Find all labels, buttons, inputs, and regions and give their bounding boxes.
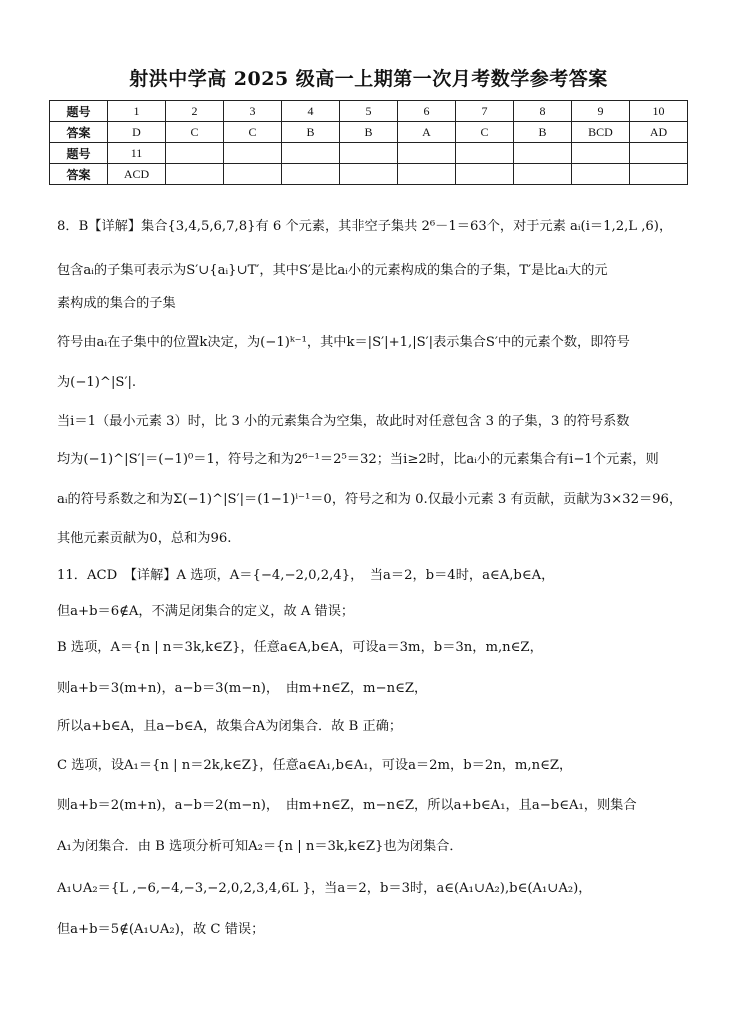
solution-line: 11．ACD 【详解】A 选项，A＝{−4,−2,0,2,4}， 当a＝2，b＝4时，a∈A,b∈A， (57, 568, 555, 583)
table-cell: 8 (514, 101, 572, 122)
table-cell: 7 (456, 101, 514, 122)
solution-line: 所以a+b∈A，且a−b∈A，故集合A为闭集合．故 B 正确； (57, 719, 403, 734)
table-cell (224, 164, 282, 185)
solution-line: 但a+b＝5∉(A₁∪A₂)，故 C 错误； (57, 922, 265, 937)
answer-table (49, 100, 688, 185)
table-cell (166, 143, 224, 164)
table-cell: D (108, 122, 166, 143)
solution-line: C 选项，设A₁＝{n | n＝2k,k∈Z}，任意a∈A₁,b∈A₁，可设a＝2m，b＝2n，m,n∈Z， (57, 758, 573, 773)
table-cell (456, 164, 514, 185)
table-cell: ACD (108, 164, 166, 185)
table-cell (282, 164, 340, 185)
solution-line: 其他元素贡献为0，总和为96. (57, 531, 232, 546)
table-cell (514, 143, 572, 164)
table-cell (572, 164, 630, 185)
table-cell (224, 143, 282, 164)
solution-line: 则a+b＝2(m+n)，a−b＝2(m−n)， 由m+n∈Z，m−n∈Z，所以a+b∈A₁，且a−b∈A₁，则集合 (57, 798, 637, 813)
table-cell: 10 (630, 101, 688, 122)
solution-line: B 选项，A＝{n | n＝3k,k∈Z}，任意a∈A,b∈A，可设a＝3m，b＝3n，m,n∈Z， (57, 640, 543, 655)
table-cell: 6 (398, 101, 456, 122)
table-cell: B (340, 122, 398, 143)
table-cell (398, 143, 456, 164)
table-cell: C (166, 122, 224, 143)
table-cell (456, 143, 514, 164)
solution-line: 为(−1)^|S′|. (57, 375, 137, 390)
table-row (50, 122, 688, 143)
table-cell (572, 143, 630, 164)
solution-line: 8．B【详解】集合{3,4,5,6,7,8}有 6 个元素，其非空子集共 2⁶－1＝63个，对于元素 aᵢ(i＝1,2,L ,6)， (57, 219, 673, 234)
table-cell: B (282, 122, 340, 143)
solution-line: 包含aᵢ的子集可表示为S′∪{aᵢ}∪T′，其中S′是比aᵢ小的元素构成的集合的子集，T′是比aᵢ大的元 (57, 263, 608, 278)
solution-line: A₁∪A₂＝{L ,−6,−4,−3,−2,0,2,3,4,6L }，当a＝2，b＝3时，a∈(A₁∪A₂),b∈(A₁∪A₂)， (57, 881, 592, 896)
table-cell: B (514, 122, 572, 143)
table-cell: A (398, 122, 456, 143)
table-cell (340, 164, 398, 185)
table-cell: AD (630, 122, 688, 143)
table-row (50, 164, 688, 185)
solution-line: 但a+b＝6∉A，不满足闭集合的定义，故 A 错误； (57, 604, 355, 619)
solution-line: 则a+b＝3(m+n)，a−b＝3(m−n)， 由m+n∈Z，m−n∈Z， (57, 681, 428, 696)
table-cell: C (224, 122, 282, 143)
solution-line: aᵢ的符号系数之和为Σ(−1)^|S′|＝(1−1)ⁱ⁻¹＝0，符号之和为 0.仅最小元素 3 有贡献，贡献为3×32＝96， (57, 492, 683, 507)
table-cell: 2 (166, 101, 224, 122)
table-cell: 9 (572, 101, 630, 122)
row-label: 题号 (50, 143, 108, 164)
row-label: 答案 (50, 122, 108, 143)
table-cell: 11 (108, 143, 166, 164)
table-cell (398, 164, 456, 185)
solution-line: 当i＝1（最小元素 3）时，比 3 小的元素集合为空集，故此时对任意包含 3 的子集，3 的符号系数 (57, 414, 630, 429)
table-cell (166, 164, 224, 185)
table-row (50, 101, 688, 122)
table-cell: 3 (224, 101, 282, 122)
solution-line: 符号由aᵢ在子集中的位置k决定，为(−1)ᵏ⁻¹，其中k＝|S′|+1,|S′|表示集合S′中的元素个数，即符号 (57, 335, 630, 350)
table-cell: 5 (340, 101, 398, 122)
solution-line: 均为(−1)^|S′|＝(−1)⁰＝1，符号之和为2⁶⁻¹＝2⁵＝32；当i≥2时，比aᵢ小的元素集合有i−1个元素，则 (57, 452, 659, 467)
table-cell: 1 (108, 101, 166, 122)
table-row (50, 143, 688, 164)
table-cell: BCD (572, 122, 630, 143)
row-label: 题号 (50, 101, 108, 122)
solution-line: A₁为闭集合．由 B 选项分析可知A₂＝{n | n＝3k,k∈Z}也为闭集合． (57, 839, 463, 854)
table-cell (630, 164, 688, 185)
table-cell (630, 143, 688, 164)
document-title: 射洪中学高 2025 级高一上期第一次月考数学参考答案 (129, 68, 608, 90)
solution-line: 素构成的集合的子集 (57, 296, 176, 311)
table-cell: C (456, 122, 514, 143)
row-label: 答案 (50, 164, 108, 185)
table-cell: 4 (282, 101, 340, 122)
table-cell (282, 143, 340, 164)
table-cell (514, 164, 572, 185)
table-cell (340, 143, 398, 164)
